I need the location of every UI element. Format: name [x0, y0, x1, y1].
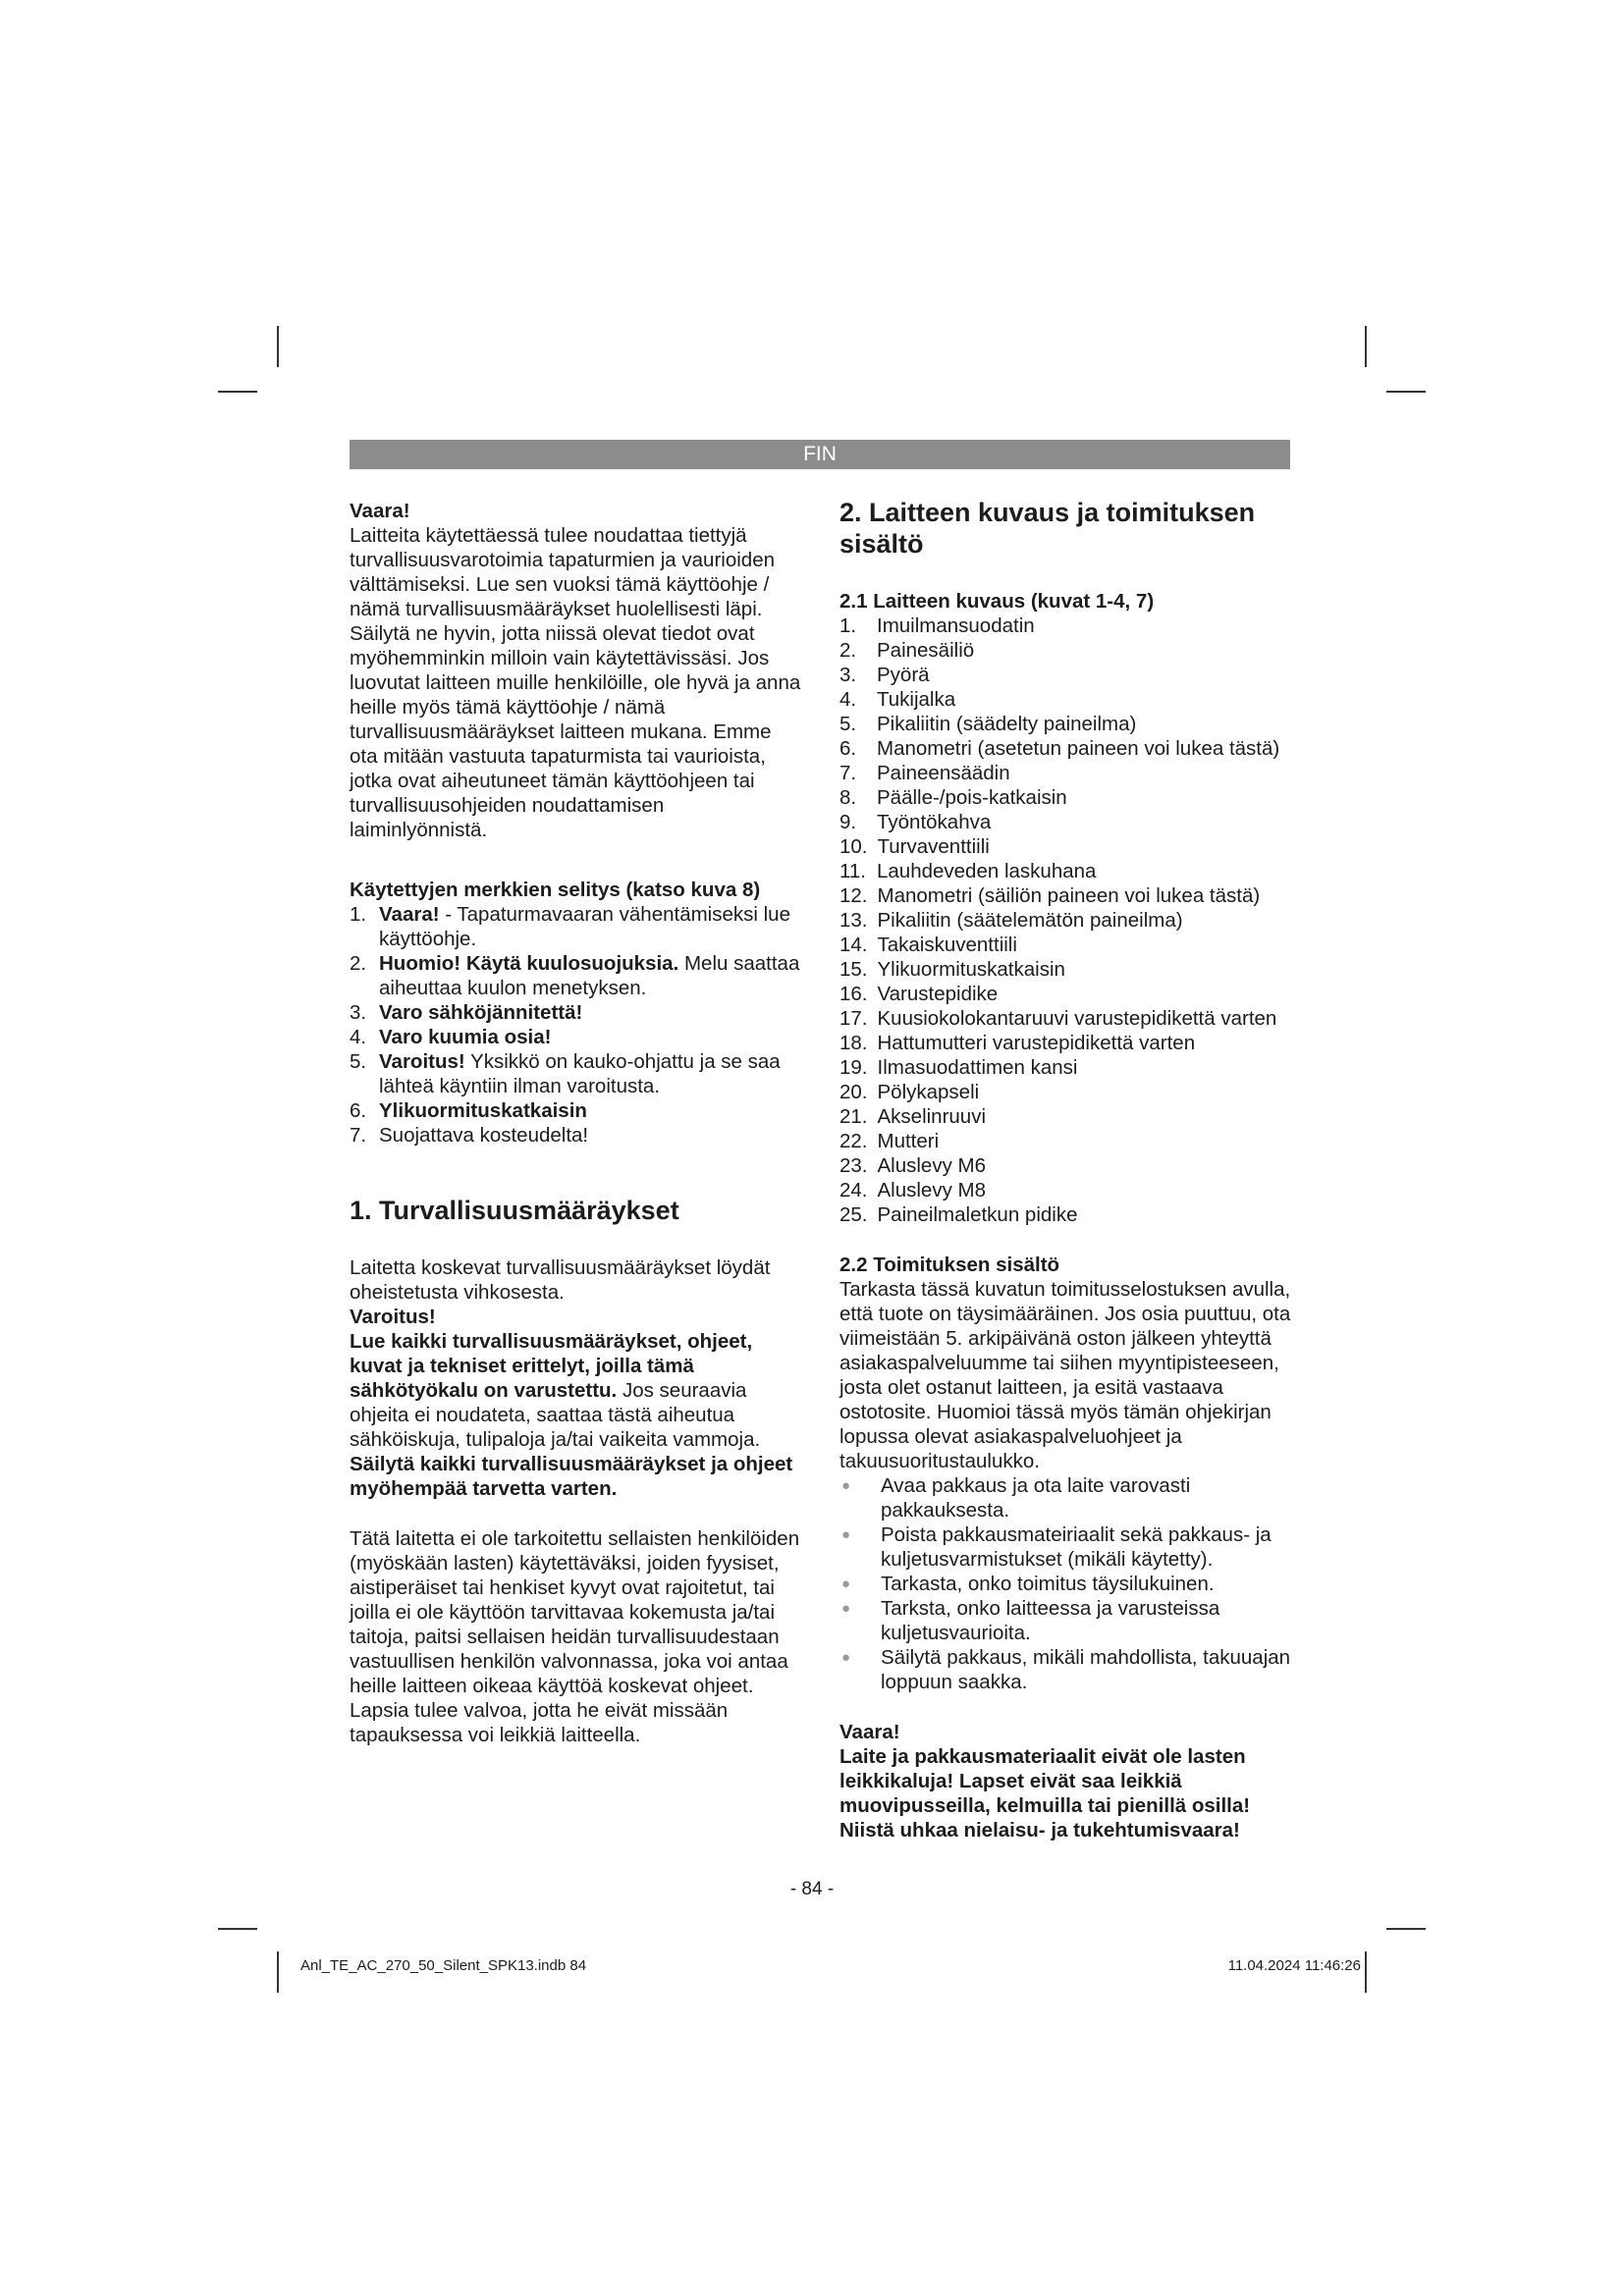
part-name: Ylikuormituskatkaisin	[877, 958, 1065, 981]
part-name: Paineilmaletkun pidike	[877, 1203, 1078, 1226]
part-item	[839, 908, 1301, 933]
warning-text: Laitteita käytettäessä tulee noudattaa tiettyjä turvallisuusvarotoimia tapaturmien ja vaurioiden välttämiseksi. Lue sen vuoksi tämä käyttöohje / nämä turvallisuusmääräykset huolellisesti läpi. Säilytä ne hyvin, jotta niissä olevat tiedot ovat myöhemminkin milloin vain käytettävissäsi. Jos luovutat laitteen muille henkilöille, ole hyvä ja anna heille myös tämä käyttöohje / nämä turvallisuusmääräykset laitteen mukana. Emme ota mitään vastuuta tapaturmista tai vaurioista, jotka ovat aiheutuneet tämän käyttöohjeen tai turvallisuusohjeiden noudattamisen laiminlyönnistä.	[350, 524, 801, 841]
part-item	[839, 712, 1301, 736]
part-item	[839, 883, 1301, 908]
part-number: 6.	[839, 737, 857, 760]
symbols-title: Käytettyjen merkkien selitys (katso kuva 8)	[350, 879, 761, 901]
section2-title: 2. Laitteen kuvaus ja toimituksen sisältö	[839, 498, 1256, 559]
warning2-title: Varoitus!	[350, 1306, 436, 1328]
part-name: Kuusiokolokantaruuvi varustepidikettä varten	[877, 1007, 1277, 1030]
section1-title-text: 1. Turvallisuusmääräykset	[350, 1196, 679, 1225]
symbol-number: 3.	[350, 1001, 367, 1024]
symbol-number: 2.	[350, 952, 367, 975]
part-name: Lauhdeveden laskuhana	[877, 860, 1097, 882]
delivery-bullets	[839, 1473, 1301, 1694]
symbol-text	[371, 1098, 801, 1123]
footer-timestamp: 11.04.2024 11:46:26	[1227, 1957, 1361, 1974]
part-item	[839, 859, 1301, 883]
part-number: 3.	[839, 664, 857, 686]
part-name: Varustepidike	[877, 983, 999, 1005]
part-number: 12.	[839, 884, 868, 907]
delivery-bullet-item	[839, 1596, 1301, 1645]
symbol-number: 7.	[350, 1124, 367, 1147]
part-item	[839, 982, 1301, 1006]
symbol-item	[350, 1049, 801, 1098]
symbol-bold: Vaara!	[379, 903, 440, 926]
part-name: Paineensäädin	[877, 762, 1010, 784]
page-number: - 84 -	[789, 1879, 835, 1899]
part-item	[839, 785, 1301, 810]
part-number: 15.	[839, 958, 868, 981]
part-name: Pölykapseli	[877, 1081, 980, 1103]
keep-instructions: Säilytä kaikki turvallisuusmääräykset ja ohjeet myöhempää tarvetta varten.	[350, 1453, 793, 1500]
bullet-icon: ●	[841, 1526, 851, 1543]
part-number: 17.	[839, 1007, 868, 1030]
part-number: 7.	[839, 762, 857, 784]
part-name: Ilmasuodattimen kansi	[877, 1056, 1078, 1079]
part-number: 21.	[839, 1105, 868, 1128]
part-name: Päälle-/pois-katkaisin	[877, 786, 1067, 809]
symbol-text	[371, 902, 801, 951]
warning-title: Vaara!	[350, 500, 410, 522]
delivery-bullet-item	[839, 1473, 1301, 1522]
crop-mark	[277, 1951, 279, 1993]
part-name: Akselinruuvi	[877, 1105, 987, 1128]
part-item	[839, 736, 1301, 761]
part-item	[839, 1080, 1301, 1104]
part-number: 16.	[839, 983, 868, 1005]
bullet-text: Säilytä pakkaus, mikäli mahdollista, takuuajan loppuun saakka.	[881, 1646, 1291, 1693]
part-number: 18.	[839, 1032, 868, 1054]
part-item	[839, 1178, 1301, 1202]
part-number: 8.	[839, 786, 857, 809]
symbol-number: 6.	[350, 1099, 367, 1122]
part-name: Pikaliitin (säätelemätön paineilma)	[877, 909, 1183, 932]
part-number: 20.	[839, 1081, 868, 1103]
symbol-number: 4.	[350, 1026, 367, 1048]
symbol-bold: Ylikuormituskatkaisin	[379, 1099, 587, 1122]
part-name: Aluslevy M6	[877, 1154, 987, 1177]
delivery-bullet-item	[839, 1645, 1301, 1694]
symbol-bold: Varo kuumia osia!	[379, 1026, 552, 1048]
part-number: 25.	[839, 1203, 868, 1226]
part-name: Turvaventtiili	[877, 835, 990, 858]
symbol-item	[350, 1000, 801, 1025]
part-name: Manometri (asetetun paineen voi lukea tästä)	[877, 737, 1280, 760]
warning3-text: Laite ja pakkausmateriaalit eivät ole lasten leikkikaluja! Lapset eivät saa leikkiä muovipusseilla, kelmuilla tai pienillä osilla! Niistä uhkaa nielaisu- ja tukehtumisvaara!	[839, 1745, 1251, 1842]
parts-list	[839, 614, 1301, 1227]
delivery-bullet-item	[839, 1572, 1301, 1596]
part-number: 24.	[839, 1179, 868, 1201]
children-paragraph: Tätä laitetta ei ole tarkoitettu sellaisten henkilöiden (myöskään lasten) käytettäväksi, joiden fyysiset, aistiperäiset tai henkiset kyvyt ovat rajoitetut, tai joilla ei ole käyttöön tarvittavaa kokemusta ja/tai taitoja, paitsi sellaisen heidän turvallisuudestaan vastuullisen henkilön valvonnassa, joka voi antaa heille laitteen oikeaa käyttöä koskevat ohjeet. Lapsia tulee valvoa, jotta he eivät missään tapauksessa voi leikkiä laitteella.	[350, 1527, 800, 1746]
part-name: Pyörä	[877, 664, 930, 686]
symbol-item	[350, 1123, 801, 1148]
warning2-bold: Lue kaikki turvallisuusmääräykset, ohjeet, kuvat ja tekniset erittelyt, joilla tämä sähkötyökalu on varustettu.	[350, 1330, 753, 1402]
symbol-number: 5.	[350, 1050, 367, 1073]
crop-mark	[218, 1928, 257, 1930]
section1-title	[350, 1195, 801, 1226]
crop-mark	[1386, 1928, 1426, 1930]
part-number: 5.	[839, 713, 857, 735]
part-number: 1.	[839, 614, 857, 637]
symbol-text	[371, 1000, 801, 1025]
right-column	[839, 499, 1301, 1842]
left-column	[350, 499, 801, 1747]
section1-intro: Laitetta koskevat turvallisuusmääräykset löydät oheistetusta vihkosesta.	[350, 1256, 771, 1304]
part-item	[839, 834, 1301, 859]
part-number: 2.	[839, 639, 857, 662]
symbol-rest: Yksikkö on kauko-ohjattu ja se saa lähteä käyntiin ilman varoitusta.	[379, 1050, 781, 1097]
part-item	[839, 1202, 1301, 1227]
part-number: 4.	[839, 688, 857, 711]
language-label: FIN	[803, 443, 837, 465]
part-name: Painesäiliö	[877, 639, 975, 662]
part-item	[839, 1055, 1301, 1080]
symbol-text	[371, 1049, 801, 1098]
bullet-icon: ●	[841, 1649, 851, 1666]
part-name: Mutteri	[877, 1130, 940, 1152]
symbol-text	[371, 1025, 801, 1049]
part-item	[839, 638, 1301, 663]
symbol-rest: - Tapaturmavaaran vähentämiseksi lue käyttöohje.	[379, 903, 790, 950]
symbol-bold: Varoitus!	[379, 1050, 465, 1073]
part-name: Manometri (säiliön paineen voi lukea tästä)	[877, 884, 1261, 907]
symbol-bold: Huomio! Käytä kuulosuojuksia.	[379, 952, 679, 975]
symbol-item	[350, 951, 801, 1000]
part-number: 14.	[839, 934, 868, 956]
part-number: 10.	[839, 835, 868, 858]
bullet-text: Avaa pakkaus ja ota laite varovasti pakkauksesta.	[881, 1474, 1191, 1522]
symbol-item	[350, 902, 801, 951]
warning2-text: Jos seuraavia ohjeita ei noudateta, saattaa tästä aiheutua sähköiskuja, tulipaloja ja/tai vaikeita vammoja.	[350, 1379, 761, 1451]
warning3-title: Vaara!	[839, 1721, 900, 1743]
symbol-rest: Melu saattaa aiheuttaa kuulon menetyksen.	[379, 952, 800, 999]
crop-mark	[1365, 326, 1367, 367]
sub22-title: 2.2 Toimituksen sisältö	[839, 1254, 1060, 1276]
sub21-title: 2.1 Laitteen kuvaus (kuvat 1-4, 7)	[839, 590, 1155, 613]
symbol-item	[350, 1025, 801, 1049]
symbol-text	[371, 1123, 801, 1148]
part-item	[839, 810, 1301, 834]
bullet-text: Tarksta, onko laitteessa ja varusteissa kuljetusvaurioita.	[881, 1597, 1220, 1644]
part-item	[839, 1031, 1301, 1055]
part-item	[839, 1006, 1301, 1031]
part-name: Pikaliitin (säädelty paineilma)	[877, 713, 1137, 735]
part-name: Imuilmansuodatin	[877, 614, 1035, 637]
part-name: Työntökahva	[877, 811, 992, 833]
delivery-text: Tarkasta tässä kuvatun toimitusselostuksen avulla, että tuote on täysimääräinen. Jos osia puuttuu, ota viimeistään 5. arkipäivänä oston jälkeen yhteyttä asiakaspalveluumme tai siihen myyntipisteeseen, josta olet ostanut laitteen, ja esitä vastaava ostotosite. Huomioi tässä myös tämän ohjekirjan lopussa olevat asiakaspalveluohjeet ja takuusuoritustaulukko.	[839, 1278, 1291, 1472]
bullet-icon: ●	[841, 1600, 851, 1617]
part-item	[839, 761, 1301, 785]
warning2-paragraph	[350, 1329, 801, 1452]
crop-mark	[1386, 391, 1426, 393]
part-number: 13.	[839, 909, 868, 932]
footer-file: Anl_TE_AC_270_50_Silent_SPK13.indb 84	[300, 1957, 587, 1974]
part-number: 9.	[839, 811, 857, 833]
bullet-icon: ●	[841, 1477, 851, 1494]
part-item	[839, 933, 1301, 957]
bullet-text: Tarkasta, onko toimitus täysilukuinen.	[881, 1573, 1215, 1595]
crop-mark	[1365, 1951, 1367, 1993]
part-name: Tukijalka	[877, 688, 956, 711]
symbol-bold: Varo sähköjännitettä!	[379, 1001, 583, 1024]
part-item	[839, 957, 1301, 982]
part-number: 11.	[839, 860, 866, 882]
part-number: 19.	[839, 1056, 868, 1079]
symbol-number: 1.	[350, 903, 367, 926]
crop-mark	[277, 326, 279, 367]
bullet-icon: ●	[841, 1575, 851, 1592]
language-header-bar	[350, 440, 1290, 469]
part-item	[839, 1104, 1301, 1129]
part-name: Aluslevy M8	[877, 1179, 987, 1201]
part-item	[839, 1153, 1301, 1178]
part-item	[839, 687, 1301, 712]
symbol-rest: Suojattava kosteudelta!	[379, 1124, 589, 1147]
part-name: Takaiskuventtiili	[877, 934, 1017, 956]
symbol-text	[371, 951, 801, 1000]
delivery-bullet-item	[839, 1522, 1301, 1572]
symbol-item	[350, 1098, 801, 1123]
part-name: Hattumutteri varustepidikettä varten	[877, 1032, 1196, 1054]
part-item	[839, 663, 1301, 687]
crop-mark	[218, 391, 257, 393]
part-number: 23.	[839, 1154, 868, 1177]
symbols-list	[350, 902, 801, 1148]
bullet-text: Poista pakkausmateiriaalit sekä pakkaus- ja kuljetusvarmistukset (mikäli käytetty).	[881, 1523, 1272, 1571]
part-item	[839, 1129, 1301, 1153]
part-number: 22.	[839, 1130, 868, 1152]
part-item	[839, 614, 1301, 638]
